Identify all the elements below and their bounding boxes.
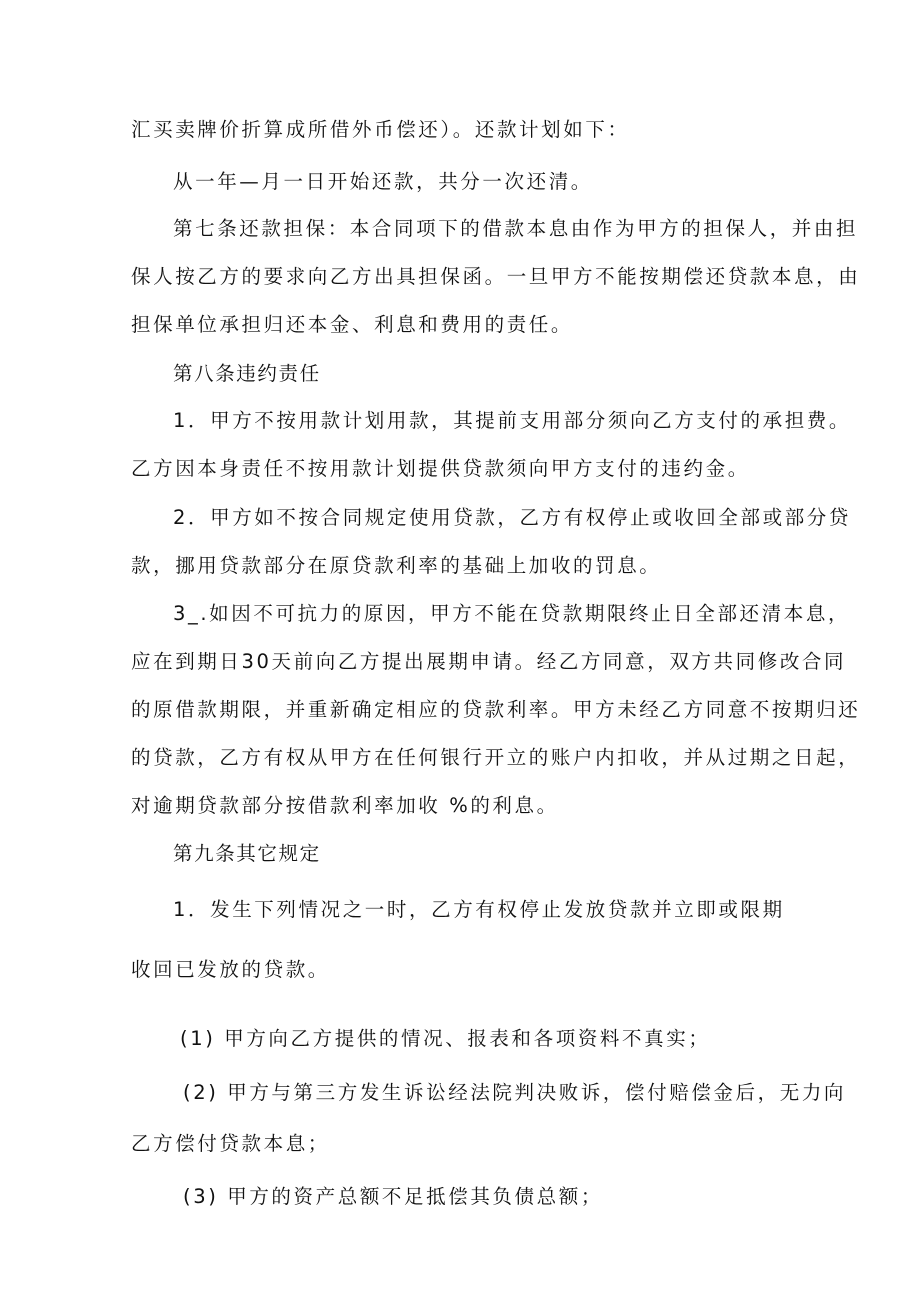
text-line: 乙方因本身责任不按用款计划提供贷款须向甲方支付的违约金。 xyxy=(131,457,750,480)
text-line: 应在到期日30天前向乙方提出展期申请。经乙方同意，双方共同修改合同 xyxy=(131,650,847,673)
text-line: 收回已发放的贷款。 xyxy=(131,958,330,981)
clause-8-heading: 第八条违约责任 xyxy=(173,362,321,385)
clause-7-heading-line: 第七条还款担保：本合同项下的借款本息由作为甲方的担保人，并由担 xyxy=(173,217,859,240)
text-line: 1．发生下列情况之一时，乙方有权停止发放贷款并立即或限期 xyxy=(173,898,785,921)
text-line: 2．甲方如不按合同规定使用贷款，乙方有权停止或收回全部或部分贷 xyxy=(173,506,852,529)
list-item: (2) 甲方与第三方发生诉讼经法院判决败诉，偿付赔偿金后，无力向 xyxy=(183,1081,847,1104)
clause-9-heading: 第九条其它规定 xyxy=(173,842,321,865)
text-line: 1．甲方不按用款计划用款，其提前支用部分须向乙方支付的承担费。 xyxy=(173,409,852,432)
text-line: 3_.如因不可抗力的原因，甲方不能在贷款期限终止日全部还清本息， xyxy=(173,602,851,625)
text-line: 保人按乙方的要求向乙方出具担保函。一旦甲方不能按期偿还贷款本息，由 xyxy=(131,265,861,288)
text-line: 对逾期贷款部分按借款利率加收 %的利息。 xyxy=(131,794,559,817)
text-line: 款，挪用贷款部分在原贷款利率的基础上加收的罚息。 xyxy=(131,554,662,577)
list-item: (3) 甲方的资产总额不足抵偿其负债总额； xyxy=(183,1185,603,1208)
text-line: 从一年—月一日开始还款，共分一次还清。 xyxy=(173,170,593,193)
text-line: 汇买卖牌价折算成所借外币偿还）。还款计划如下： xyxy=(131,118,630,141)
text-line: 乙方偿付贷款本息； xyxy=(131,1132,330,1155)
list-item: (1) 甲方向乙方提供的情况、报表和各项资料不真实； xyxy=(180,1027,711,1050)
text-line: 的原借款期限，并重新确定相应的贷款利率。甲方未经乙方同意不按期归还 xyxy=(131,698,861,721)
text-line: 的贷款，乙方有权从甲方在任何银行开立的账户内扣收，并从过期之日起， xyxy=(131,746,861,769)
text-line: 担保单位承担归还本金、利息和费用的责任。 xyxy=(131,313,574,336)
